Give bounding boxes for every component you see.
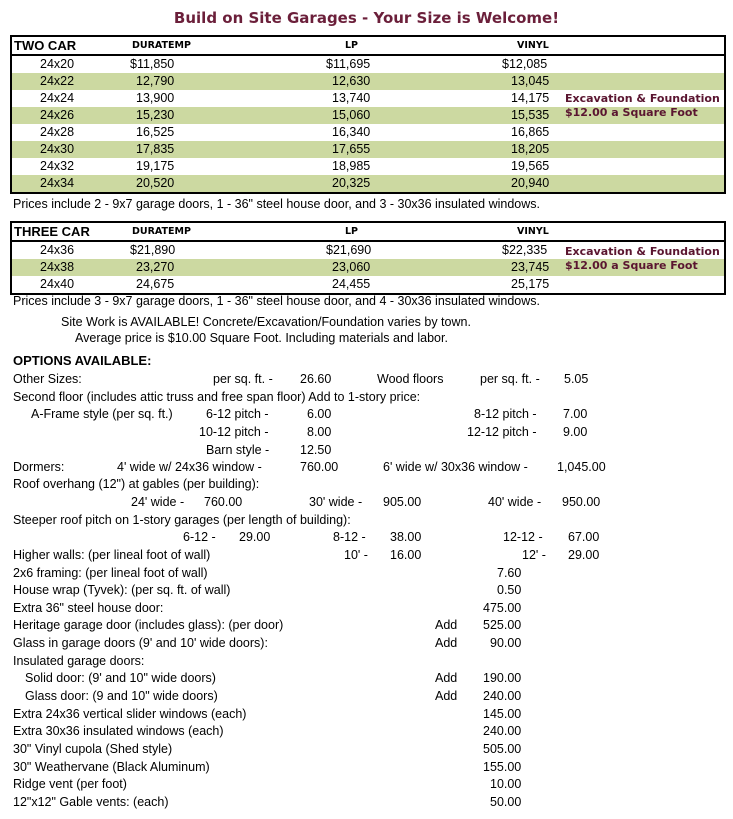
opt-price: 905.00 [383, 495, 422, 509]
excavation-note: Excavation & Foundation [565, 245, 720, 258]
opt-label: 10-12 pitch - [199, 425, 269, 439]
table-cell: 13,045 [511, 74, 550, 88]
table-cell: 20,325 [332, 176, 371, 190]
table-cell: 13,740 [332, 91, 371, 105]
table-cell: 17,655 [332, 142, 371, 156]
excavation-note: Excavation & Foundation [565, 92, 720, 105]
three-car-footer: Prices include 3 - 9x7 garage doors, 1 - 36" steel house door, and 4 - 30x36 insulated windows. [13, 294, 540, 308]
table-cell: 24x34 [40, 176, 75, 190]
opt-label: 2x6 framing: (per lineal foot of wall) [13, 566, 208, 580]
opt-label: 12-12 - [503, 530, 543, 544]
opt-label: Barn style - [206, 443, 270, 457]
opt-price: 1,045.00 [557, 460, 606, 474]
opt-label: 12' - [522, 548, 546, 562]
opt-label: Other Sizes: [13, 372, 82, 386]
table-cell: 18,205 [511, 142, 550, 156]
table-cell: 24x36 [40, 243, 75, 257]
table-cell: 12,630 [332, 74, 371, 88]
opt-label: 12-12 pitch - [467, 425, 537, 439]
options-heading: OPTIONS AVAILABLE: [13, 353, 152, 368]
table-row [12, 124, 724, 141]
table-cell: $21,890 [130, 243, 176, 257]
table-row [12, 276, 724, 293]
opt-price: 50.00 [490, 795, 522, 809]
table-cell: 24x20 [40, 57, 75, 71]
table-cell: 19,175 [136, 159, 175, 173]
two-car-footer: Prices include 2 - 9x7 garage doors, 1 - 36" steel house door, and 3 - 30x36 insulated windows. [13, 197, 540, 211]
opt-price: 6.00 [307, 407, 332, 421]
opt-label: A-Frame style (per sq. ft.) [31, 407, 173, 421]
page-title: Build on Site Garages - Your Size is Welcome! [173, 9, 560, 27]
opt-price: 240.00 [483, 724, 522, 738]
opt-label: Extra 24x36 vertical slider windows (each) [13, 707, 247, 721]
opt-price: 90.00 [490, 636, 522, 650]
table-cell: 24x38 [40, 260, 75, 274]
opt-label: Extra 30x36 insulated windows (each) [13, 724, 224, 738]
opt-label: Glass door: (9 and 10" wide doors) [25, 689, 218, 703]
two-car-caption: TWO CAR [14, 38, 77, 53]
table-cell: 15,060 [332, 108, 371, 122]
opt-price: 26.60 [300, 372, 332, 386]
table-cell: 17,835 [136, 142, 175, 156]
opt-price: 12.50 [300, 443, 332, 457]
opt-label: Add [435, 689, 458, 703]
table-cell: 24x22 [40, 74, 75, 88]
opt-price: 7.60 [497, 566, 522, 580]
excavation-price-note: $12.00 a Square Foot [565, 106, 698, 119]
table-cell: 24x24 [40, 91, 75, 105]
opt-label: Roof overhang (12") at gables (per building): [13, 477, 260, 491]
opt-label: Heritage garage door (includes glass): (per door) [13, 618, 284, 632]
table-cell: 23,270 [136, 260, 175, 274]
table-row [12, 73, 724, 90]
opt-price: 475.00 [483, 601, 522, 615]
three-car-table [10, 221, 726, 295]
excavation-price-note: $12.00 a Square Foot [565, 259, 698, 272]
opt-label: Solid door: (9' and 10" wide doors) [25, 671, 216, 685]
table-cell: 18,985 [332, 159, 371, 173]
opt-label: 4' wide w/ 24x36 window - [117, 460, 262, 474]
table-cell: 24x26 [40, 108, 75, 122]
opt-price: 240.00 [483, 689, 522, 703]
table-cell: 20,940 [511, 176, 550, 190]
col-vinyl: VINYL [517, 40, 549, 51]
opt-price: 16.00 [390, 548, 422, 562]
opt-price: 525.00 [483, 618, 522, 632]
opt-label: Glass in garage doors (9' and 10' wide doors): [13, 636, 268, 650]
table-cell: 24x28 [40, 125, 75, 139]
opt-label: Wood floors [377, 372, 444, 386]
opt-label: Add [435, 618, 458, 632]
opt-label: Second floor (includes attic truss and free span floor) Add to 1-story price: [13, 390, 421, 404]
opt-label: per sq. ft. - [213, 372, 273, 386]
opt-label: 6-12 - [183, 530, 216, 544]
table-cell: 24x40 [40, 277, 75, 291]
opt-label: House wrap (Tyvek): (per sq. ft. of wall) [13, 583, 231, 597]
two-car-header [12, 37, 724, 56]
opt-price: 0.50 [497, 583, 522, 597]
table-cell: $12,085 [502, 57, 548, 71]
opt-label: per sq. ft. - [480, 372, 540, 386]
table-cell: 15,535 [511, 108, 550, 122]
table-cell: $11,850 [130, 57, 175, 71]
opt-price: 67.00 [568, 530, 600, 544]
opt-label: Insulated garage doors: [13, 654, 145, 668]
opt-label: Steeper roof pitch on 1-story garages (per length of building): [13, 513, 351, 527]
opt-label: 30' wide - [309, 495, 363, 509]
table-cell: 20,520 [136, 176, 175, 190]
opt-price: 505.00 [483, 742, 522, 756]
opt-label: Add [435, 636, 458, 650]
opt-price: 155.00 [483, 760, 522, 774]
opt-label: 30" Vinyl cupola (Shed style) [13, 742, 173, 756]
opt-price: 8.00 [307, 425, 332, 439]
opt-label: Higher walls: (per lineal foot of wall) [13, 548, 211, 562]
table-cell: 23,745 [511, 260, 550, 274]
opt-label: 8-12 pitch - [474, 407, 537, 421]
three-car-header [12, 223, 724, 242]
table-row [12, 175, 724, 192]
table-cell: 13,900 [136, 91, 175, 105]
opt-label: Add [435, 671, 458, 685]
table-row [12, 141, 724, 158]
opt-label: Extra 36" steel house door: [13, 601, 164, 615]
opt-label: 40' wide - [488, 495, 542, 509]
opt-price: 145.00 [483, 707, 522, 721]
table-row [12, 158, 724, 175]
opt-price: 190.00 [483, 671, 522, 685]
opt-price: 29.00 [568, 548, 600, 562]
table-cell: 16,340 [332, 125, 371, 139]
opt-label: 6' wide w/ 30x36 window - [383, 460, 528, 474]
table-cell: 14,175 [511, 91, 550, 105]
opt-label: Dormers: [13, 460, 65, 474]
site-work-line1: Site Work is AVAILABLE! Concrete/Excavation/Foundation varies by town. [61, 315, 471, 329]
table-cell: 24,455 [332, 277, 371, 291]
opt-price: 5.05 [564, 372, 589, 386]
col-vinyl: VINYL [517, 226, 549, 237]
three-car-caption: THREE CAR [14, 224, 90, 239]
table-cell: $21,690 [326, 243, 372, 257]
col-duratemp: DURATEMP [132, 40, 191, 51]
opt-price: 760.00 [300, 460, 339, 474]
table-cell: 25,175 [511, 277, 550, 291]
table-cell: 24x30 [40, 142, 75, 156]
opt-label: 8-12 - [333, 530, 366, 544]
opt-price: 760.00 [204, 495, 243, 509]
table-cell: 16,865 [511, 125, 550, 139]
table-cell: $11,695 [326, 57, 371, 71]
table-cell: 24x32 [40, 159, 75, 173]
col-duratemp: DURATEMP [132, 226, 191, 237]
table-cell: $22,335 [502, 243, 548, 257]
opt-price: 29.00 [239, 530, 271, 544]
table-row [12, 56, 724, 73]
opt-price: 38.00 [390, 530, 422, 544]
opt-label: 10' - [344, 548, 368, 562]
opt-label: 24' wide - [131, 495, 185, 509]
opt-price: 9.00 [563, 425, 588, 439]
opt-label: 12"x12" Gable vents: (each) [13, 795, 169, 809]
opt-price: 10.00 [490, 777, 522, 791]
opt-label: 6-12 pitch - [206, 407, 269, 421]
opt-price: 7.00 [563, 407, 588, 421]
table-cell: 16,525 [136, 125, 175, 139]
table-cell: 19,565 [511, 159, 550, 173]
opt-label: Ridge vent (per foot) [13, 777, 127, 791]
opt-price: 950.00 [562, 495, 601, 509]
opt-label: 30" Weathervane (Black Aluminum) [13, 760, 210, 774]
table-cell: 12,790 [136, 74, 175, 88]
site-work-line2: Average price is $10.00 Square Foot. Including materials and labor. [75, 331, 448, 345]
col-lp: LP [345, 40, 359, 51]
table-cell: 24,675 [136, 277, 175, 291]
table-cell: 15,230 [136, 108, 175, 122]
col-lp: LP [345, 226, 359, 237]
table-cell: 23,060 [332, 260, 371, 274]
